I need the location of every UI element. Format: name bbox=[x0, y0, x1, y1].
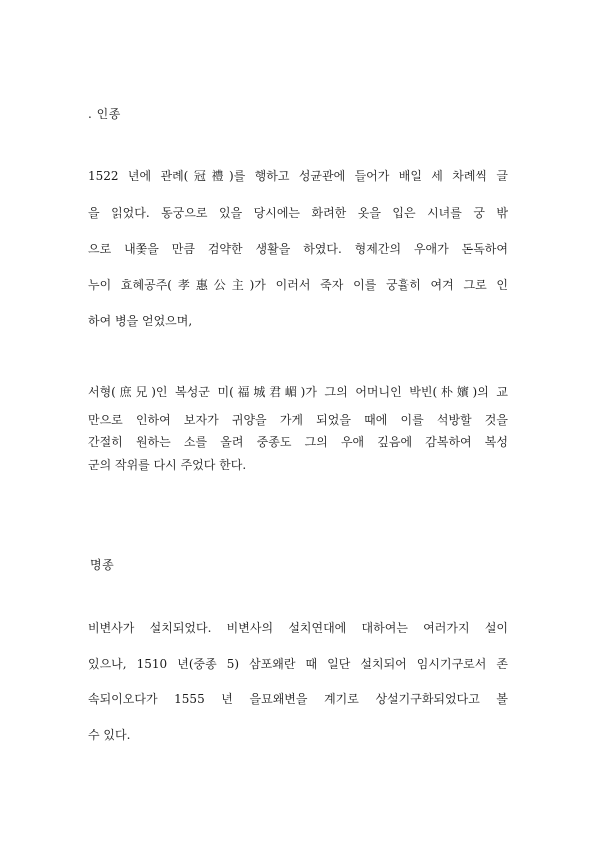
section-heading-myeongjong: 명종 bbox=[90, 558, 115, 572]
paragraph-line: 군의 작위를 다시 주었다 한다. bbox=[88, 458, 247, 472]
paragraph-line: 간절히 원하는 소를 올려 중종도 그의 우애 깊음에 감복하여 복성 bbox=[88, 435, 508, 449]
paragraph-line: 을 읽었다. 동궁으로 있을 당시에는 화려한 옷을 입은 시녀를 궁 밖 bbox=[88, 206, 508, 220]
paragraph-line: 누이 효혜공주(孝惠公主)가 이러서 죽자 이를 궁휼히 여겨 그로 인 bbox=[88, 278, 508, 292]
paragraph-line: 비변사가 설치되었다. 비변사의 설치연대에 대하여는 여러가지 설이 bbox=[88, 621, 508, 635]
section-heading-injong: . 인종 bbox=[88, 107, 121, 121]
paragraph-line: 으로 내쫓을 만큼 검약한 생활을 하였다. 형제간의 우애가 돈독하여 bbox=[88, 242, 508, 256]
paragraph-line: 만으로 인하여 보자가 귀양을 가게 되었을 때에 이를 석방할 것을 bbox=[88, 413, 508, 427]
paragraph-line: 하여 병을 얻었으며, bbox=[88, 314, 193, 328]
paragraph-line: 서형(庶兄)인 복성군 미(福城君嵋)가 그의 어머니인 박빈(朴嬪)의 교 bbox=[88, 385, 508, 399]
paragraph-line: 수 있다. bbox=[88, 728, 131, 742]
paragraph-line: 속되이오다가 1555 년 을묘왜변을 계기로 상설기구화되었다고 볼 bbox=[88, 692, 508, 706]
paragraph-line: 1522 년에 관례(冠禮)를 행하고 성균관에 들어가 배일 세 차례씩 글 bbox=[88, 169, 508, 183]
paragraph-line: 있으나, 1510 년(중종 5) 삼포왜란 때 일단 설치되어 임시기구로서 존 bbox=[88, 657, 508, 671]
